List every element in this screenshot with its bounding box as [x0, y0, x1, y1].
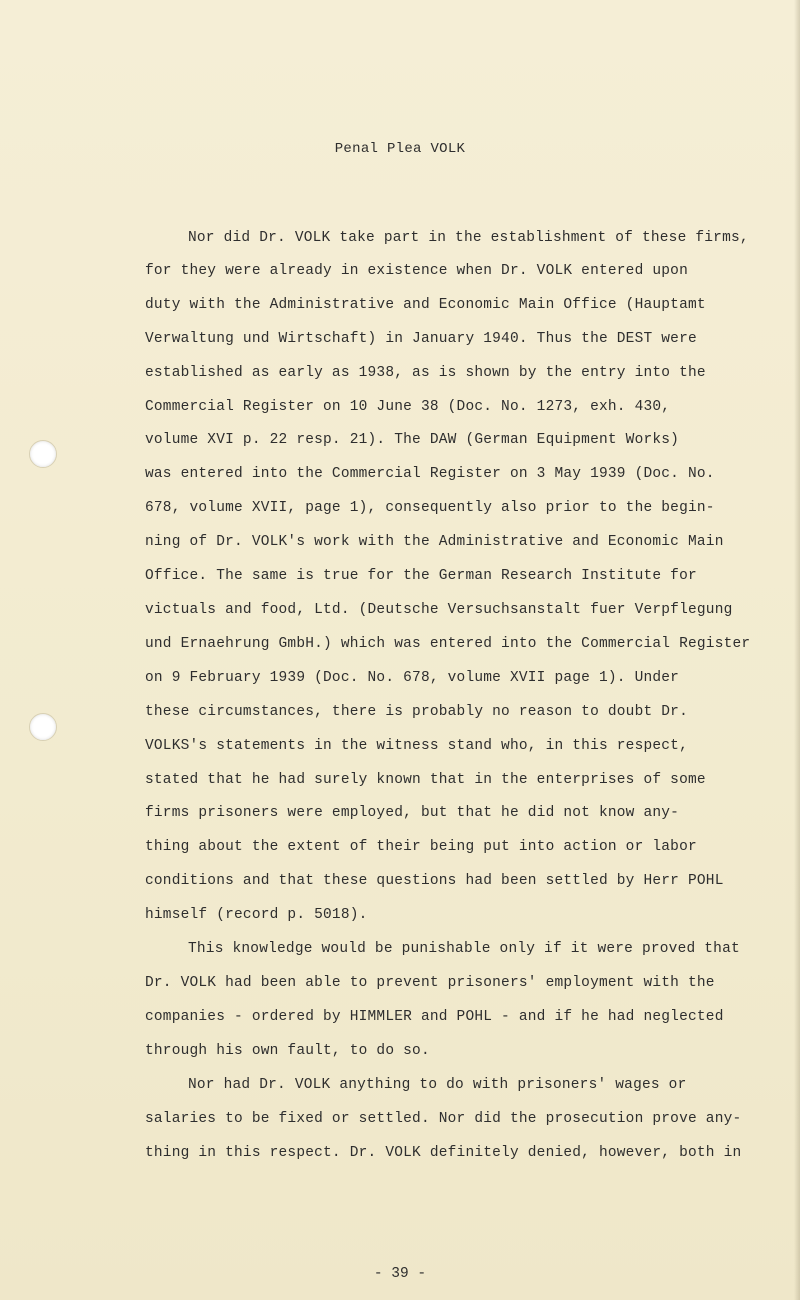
- text-line: Nor did Dr. VOLK take part in the establishment of these firms,: [188, 230, 749, 246]
- text-line: This knowledge would be punishable only if it were proved that: [188, 941, 740, 957]
- text-line: these circumstances, there is probably no reason to doubt Dr.: [145, 704, 688, 720]
- text-line: 678, volume XVII, page 1), consequently also prior to the begin-: [145, 500, 715, 516]
- page-header-title: Penal Plea VOLK: [334, 141, 466, 157]
- text-line: victuals and food, Ltd. (Deutsche Versuchsanstalt fuer Verpflegung: [145, 602, 733, 618]
- text-line: firms prisoners were employed, but that he did not know any-: [145, 805, 680, 821]
- text-line: Commercial Register on 10 June 38 (Doc. No. 1273, exh. 430,: [145, 399, 671, 415]
- text-line: was entered into the Commercial Register on 3 May 1939 (Doc. No.: [145, 466, 715, 482]
- text-line: salaries to be fixed or settled. Nor did the prosecution prove any-: [145, 1111, 742, 1127]
- text-line: established as early as 1938, as is shown by the entry into the: [145, 365, 706, 381]
- text-line: for they were already in existence when Dr. VOLK entered upon: [145, 263, 688, 279]
- text-line: himself (record p. 5018).: [145, 907, 368, 923]
- text-line: ning of Dr. VOLK's work with the Administrative and Economic Main: [145, 534, 724, 550]
- text-line: on 9 February 1939 (Doc. No. 678, volume XVII page 1). Under: [145, 670, 680, 686]
- text-line: volume XVI p. 22 resp. 21). The DAW (German Equipment Works): [145, 432, 680, 448]
- text-line: und Ernaehrung GmbH.) which was entered into the Commercial Register: [145, 636, 751, 652]
- text-line: Verwaltung und Wirtschaft) in January 1940. Thus the DEST were: [145, 331, 697, 347]
- page-edge-shadow: [794, 0, 800, 1300]
- punch-hole: [29, 713, 57, 741]
- text-line: stated that he had surely known that in the enterprises of some: [145, 772, 706, 788]
- text-line: Office. The same is true for the German Research Institute for: [145, 568, 697, 584]
- text-line: through his own fault, to do so.: [145, 1043, 430, 1059]
- page-number: - 39 -: [373, 1266, 427, 1282]
- text-line: duty with the Administrative and Economic Main Office (Hauptamt: [145, 297, 706, 313]
- text-line: Nor had Dr. VOLK anything to do with prisoners' wages or: [188, 1077, 687, 1093]
- text-line: VOLKS's statements in the witness stand who, in this respect,: [145, 738, 688, 754]
- punch-hole: [29, 440, 57, 468]
- text-line: thing about the extent of their being put into action or labor: [145, 839, 697, 855]
- text-line: conditions and that these questions had been settled by Herr POHL: [145, 873, 724, 889]
- text-line: Dr. VOLK had been able to prevent prisoners' employment with the: [145, 975, 715, 991]
- text-line: companies - ordered by HIMMLER and POHL - and if he had neglected: [145, 1009, 724, 1025]
- text-line: thing in this respect. Dr. VOLK definitely denied, however, both in: [145, 1145, 742, 1161]
